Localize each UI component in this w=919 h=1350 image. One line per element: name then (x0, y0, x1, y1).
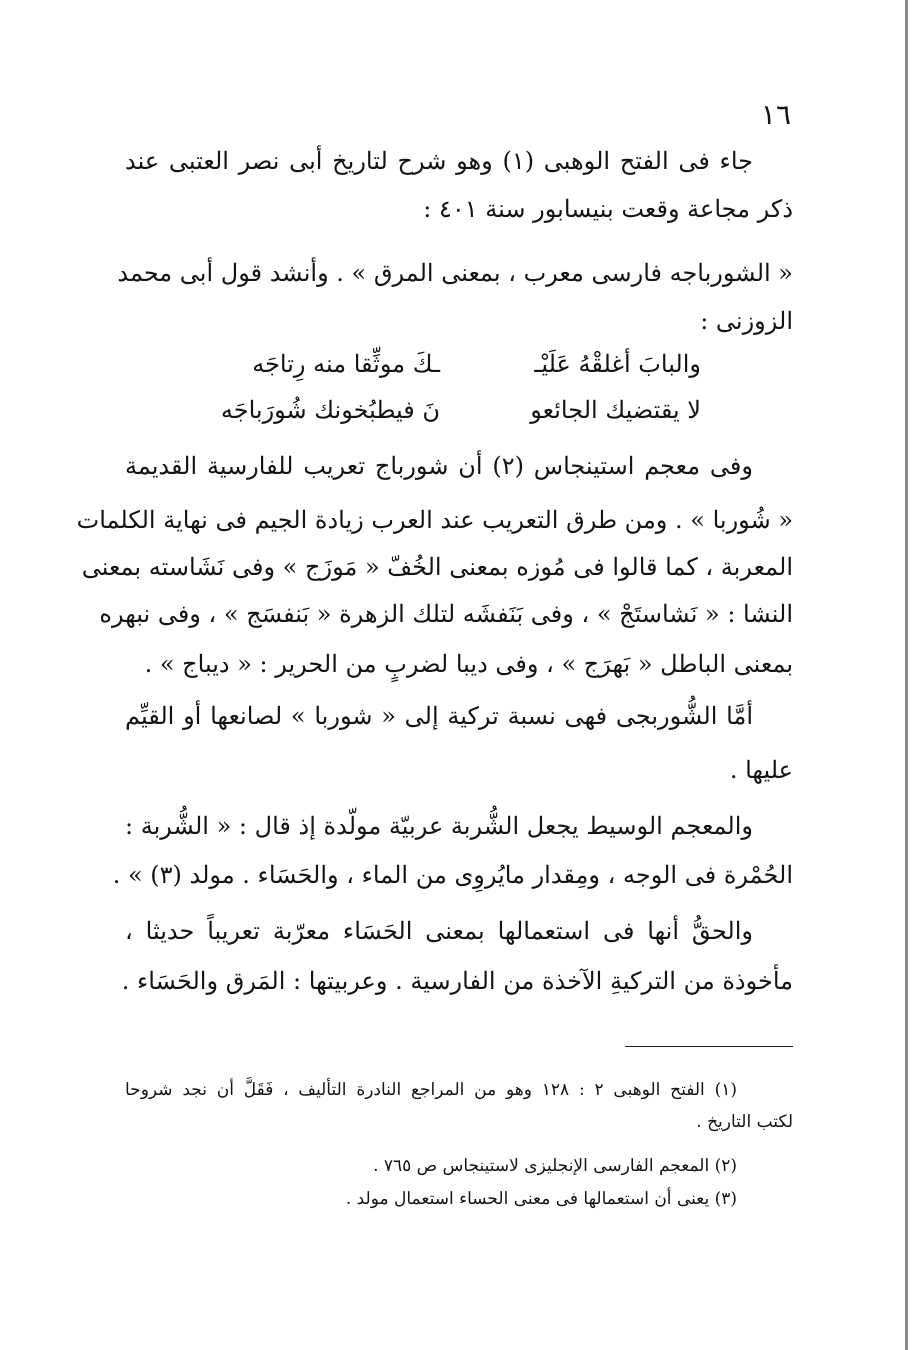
paragraph-1-line-2: ذكر مجاعة وقعت بنيسابور سنة ٤٠١ : (423, 195, 793, 223)
paragraph-3-line-1: وفى معجم استينجاس (٢) أن شورباج تعريب للفارسية القديمة (125, 452, 753, 480)
page-number: ١٦ (760, 98, 791, 131)
paragraph-2-line-2: الزوزنى : (700, 307, 793, 335)
footnote-1-line-1: (١) الفتح الوهبى ٢ : ١٢٨ وهو من المراجع النادرة التأليف ، فَقَلَّ أن نجد شروحا (125, 1080, 737, 1100)
paragraph-5-line-2: الحُمْرة فى الوجه ، ومِقدار مايُروِى من الماء ، والحَسَاء . مولد (٣) » . (112, 861, 793, 889)
paragraph-4-line-1: أمَّا الشُّوربجى فهى نسبة تركية إلى « شوربا » لصانعها أو القيِّم (125, 702, 753, 730)
footnote-2: (٢) المعجم الفارسى الإنجليزى لاستينجاس ص ٧٦٥ . (373, 1156, 737, 1176)
paragraph-4-line-2: عليها . (729, 756, 793, 784)
paragraph-1-line-1: جاء فى الفتح الوهبى (١) وهو شرح لتاريخ أبى نصر العتبى عند (125, 147, 753, 175)
paragraph-3-line-5: بمعنى الباطل « بَهرَج » ، وفى ديبا لضربٍ من الحرير : « ديباج » . (144, 650, 793, 678)
footnote-3: (٣) يعنى أن استعمالها فى معنى الحساء استعمال مولد . (345, 1189, 737, 1209)
footnote-rule (625, 1046, 793, 1047)
verse-1-first-hemistich: والبابَ أغلقْهُ عَلَيْـ (534, 350, 701, 378)
verse-2-second-hemistich: نَ فيطبُخونك شُورَباجَه (220, 396, 440, 424)
footnote-1-line-2: لكتب التاريخ . (696, 1112, 793, 1132)
verse-line-2 (125, 386, 793, 434)
paragraph-3-line-2: « شُوربا » . ومن طرق التعريب عند العرب زيادة الجيم فى نهاية الكلمات (76, 506, 793, 534)
paragraph-6-line-1: والحقُّ أنها فى استعمالها بمعنى الحَسَاء معرّبة تعريباً حديثا ، (125, 917, 753, 945)
scan-edge-bar (905, 0, 908, 1350)
paragraph-5-line-1: والمعجم الوسيط يجعل الشُّربة عربيّة مولّدة إذ قال : « الشُّربة : (125, 812, 753, 840)
paragraph-3-line-3: المعربة ، كما قالوا فى مُوزه بمعنى الخُفّ « مَوزَج » وفى نَشَاسته بمعنى (81, 553, 793, 581)
document-page (76, 0, 793, 1350)
paragraph-3-line-4: النشا : « نَشاستَجْ » ، وفى بَنَفشَه لتلك الزهرة « بَنفسَج » ، وفى نبهره (99, 600, 793, 628)
verse-1-second-hemistich: ـكَ موثِّقا منه رِتاجَه (252, 350, 440, 378)
paragraph-6-line-2: مأخوذة من التركيةِ الآخذة من الفارسية . وعربيتها : المَرق والحَسَاء . (121, 967, 793, 995)
verse-2-first-hemistich: لا يقتضيك الجائعو (530, 396, 701, 424)
verse-line-1 (125, 340, 793, 388)
paragraph-2-line-1: « الشورباجه فارسى معرب ، بمعنى المرق » . وأنشد قول أبى محمد (117, 259, 793, 287)
